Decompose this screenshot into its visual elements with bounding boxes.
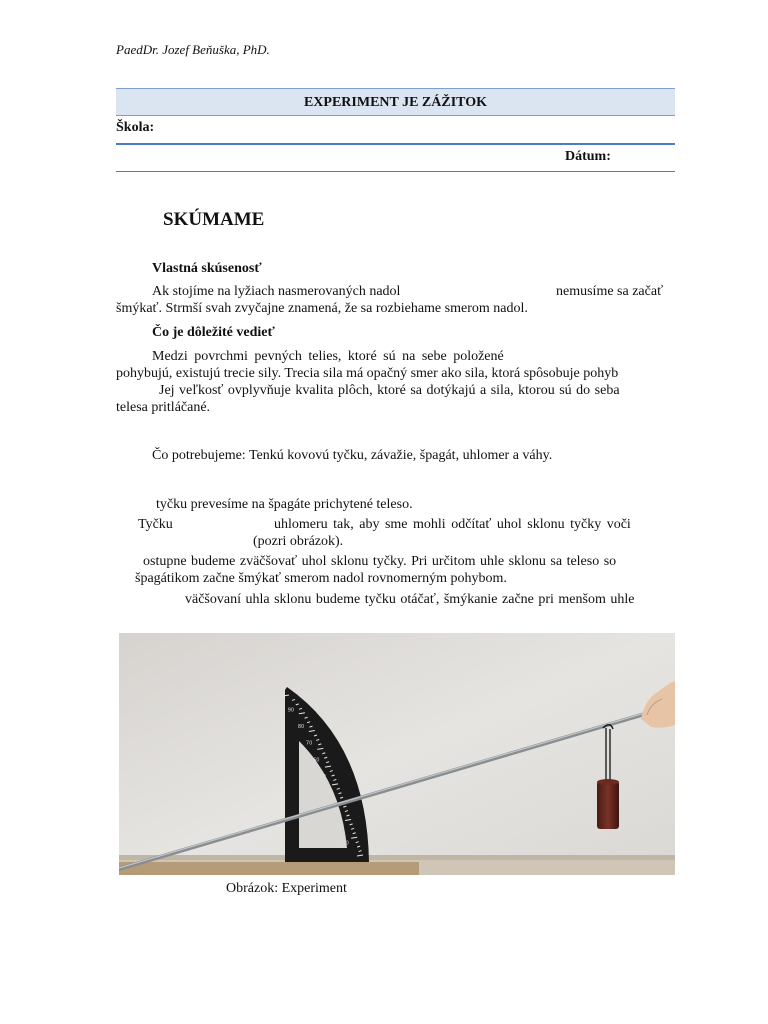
experiment-photo (119, 633, 675, 875)
know-text-line1: Medzi povrchmi pevných telies, ktoré sú na sebe položené (152, 349, 504, 364)
author-name: PaedDr. Jozef Beňuška, PhD. (116, 42, 270, 57)
know-text-line4: telesa pritláčané. (116, 400, 211, 415)
protractor-label: 10 (342, 840, 349, 847)
protractor-label: 80 (297, 724, 305, 730)
protractor-label: 30 (331, 807, 338, 814)
procedure-line2b: uhlomeru tak, aby sme mohli odčítať uhol sklonu tyčky voči (274, 517, 631, 532)
protractor-label: 60 (313, 757, 320, 764)
protractor-label: 90 (287, 707, 295, 714)
section-title: SKÚMAME (163, 209, 265, 230)
protractor-label: 50 (319, 774, 327, 780)
header-rule-bottom (116, 171, 675, 172)
header-rule-top (116, 143, 675, 145)
procedure-line4: ostupne budeme zväčšovať uhol sklonu tyčky. Pri určitom uhle sklonu sa teleso so (143, 554, 617, 569)
know-text-line3: Jej veľkosť ovplyvňuje kvalita plôch, ktoré sa dotýkajú a sila, ktorou sú do seba (159, 383, 620, 398)
document-title: EXPERIMENT JE ZÁŽITOK (116, 88, 675, 116)
experience-text-line1b: nemusíme sa začať (556, 284, 664, 299)
protractor-label: 20 (337, 824, 344, 830)
school-label: Škola: (116, 120, 155, 135)
know-text-line2: pohybujú, existujú trecie sily. Trecia sila má opačný smer ako sila, ktorá spôsobuje pohyb (116, 366, 619, 381)
procedure-line1: tyčku prevesíme na špagáte prichytené teleso. (156, 497, 413, 512)
experience-heading: Vlastná skúsenosť (152, 261, 262, 276)
figure-caption: Obrázok: Experiment (226, 881, 347, 896)
procedure-line2a: Tyčku (138, 517, 173, 532)
know-heading: Čo je dôležité vedieť (152, 325, 275, 340)
date-label: Dátum: (565, 149, 611, 164)
experience-text-line2: šmýkať. Strmší svah zvyčajne znamená, že sa rozbiehame smerom nadol. (116, 301, 528, 316)
protractor-label: 70 (305, 740, 313, 747)
procedure-line6: väčšovaní uhla sklonu budeme tyčku otáčať, šmýkanie začne pri menšom uhle (185, 592, 635, 607)
procedure-line5: špagátikom začne šmýkať smerom nadol rovnomerným pohybom. (135, 571, 507, 586)
need-text: Čo potrebujeme: Tenkú kovovú tyčku, závažie, špagát, uhlomer a váhy. (152, 448, 553, 463)
procedure-line3: (pozri obrázok). (253, 534, 344, 549)
experience-text-line1a: Ak stojíme na lyžiach nasmerovaných nadol (152, 284, 401, 299)
protractor-label: 40 (325, 790, 333, 797)
